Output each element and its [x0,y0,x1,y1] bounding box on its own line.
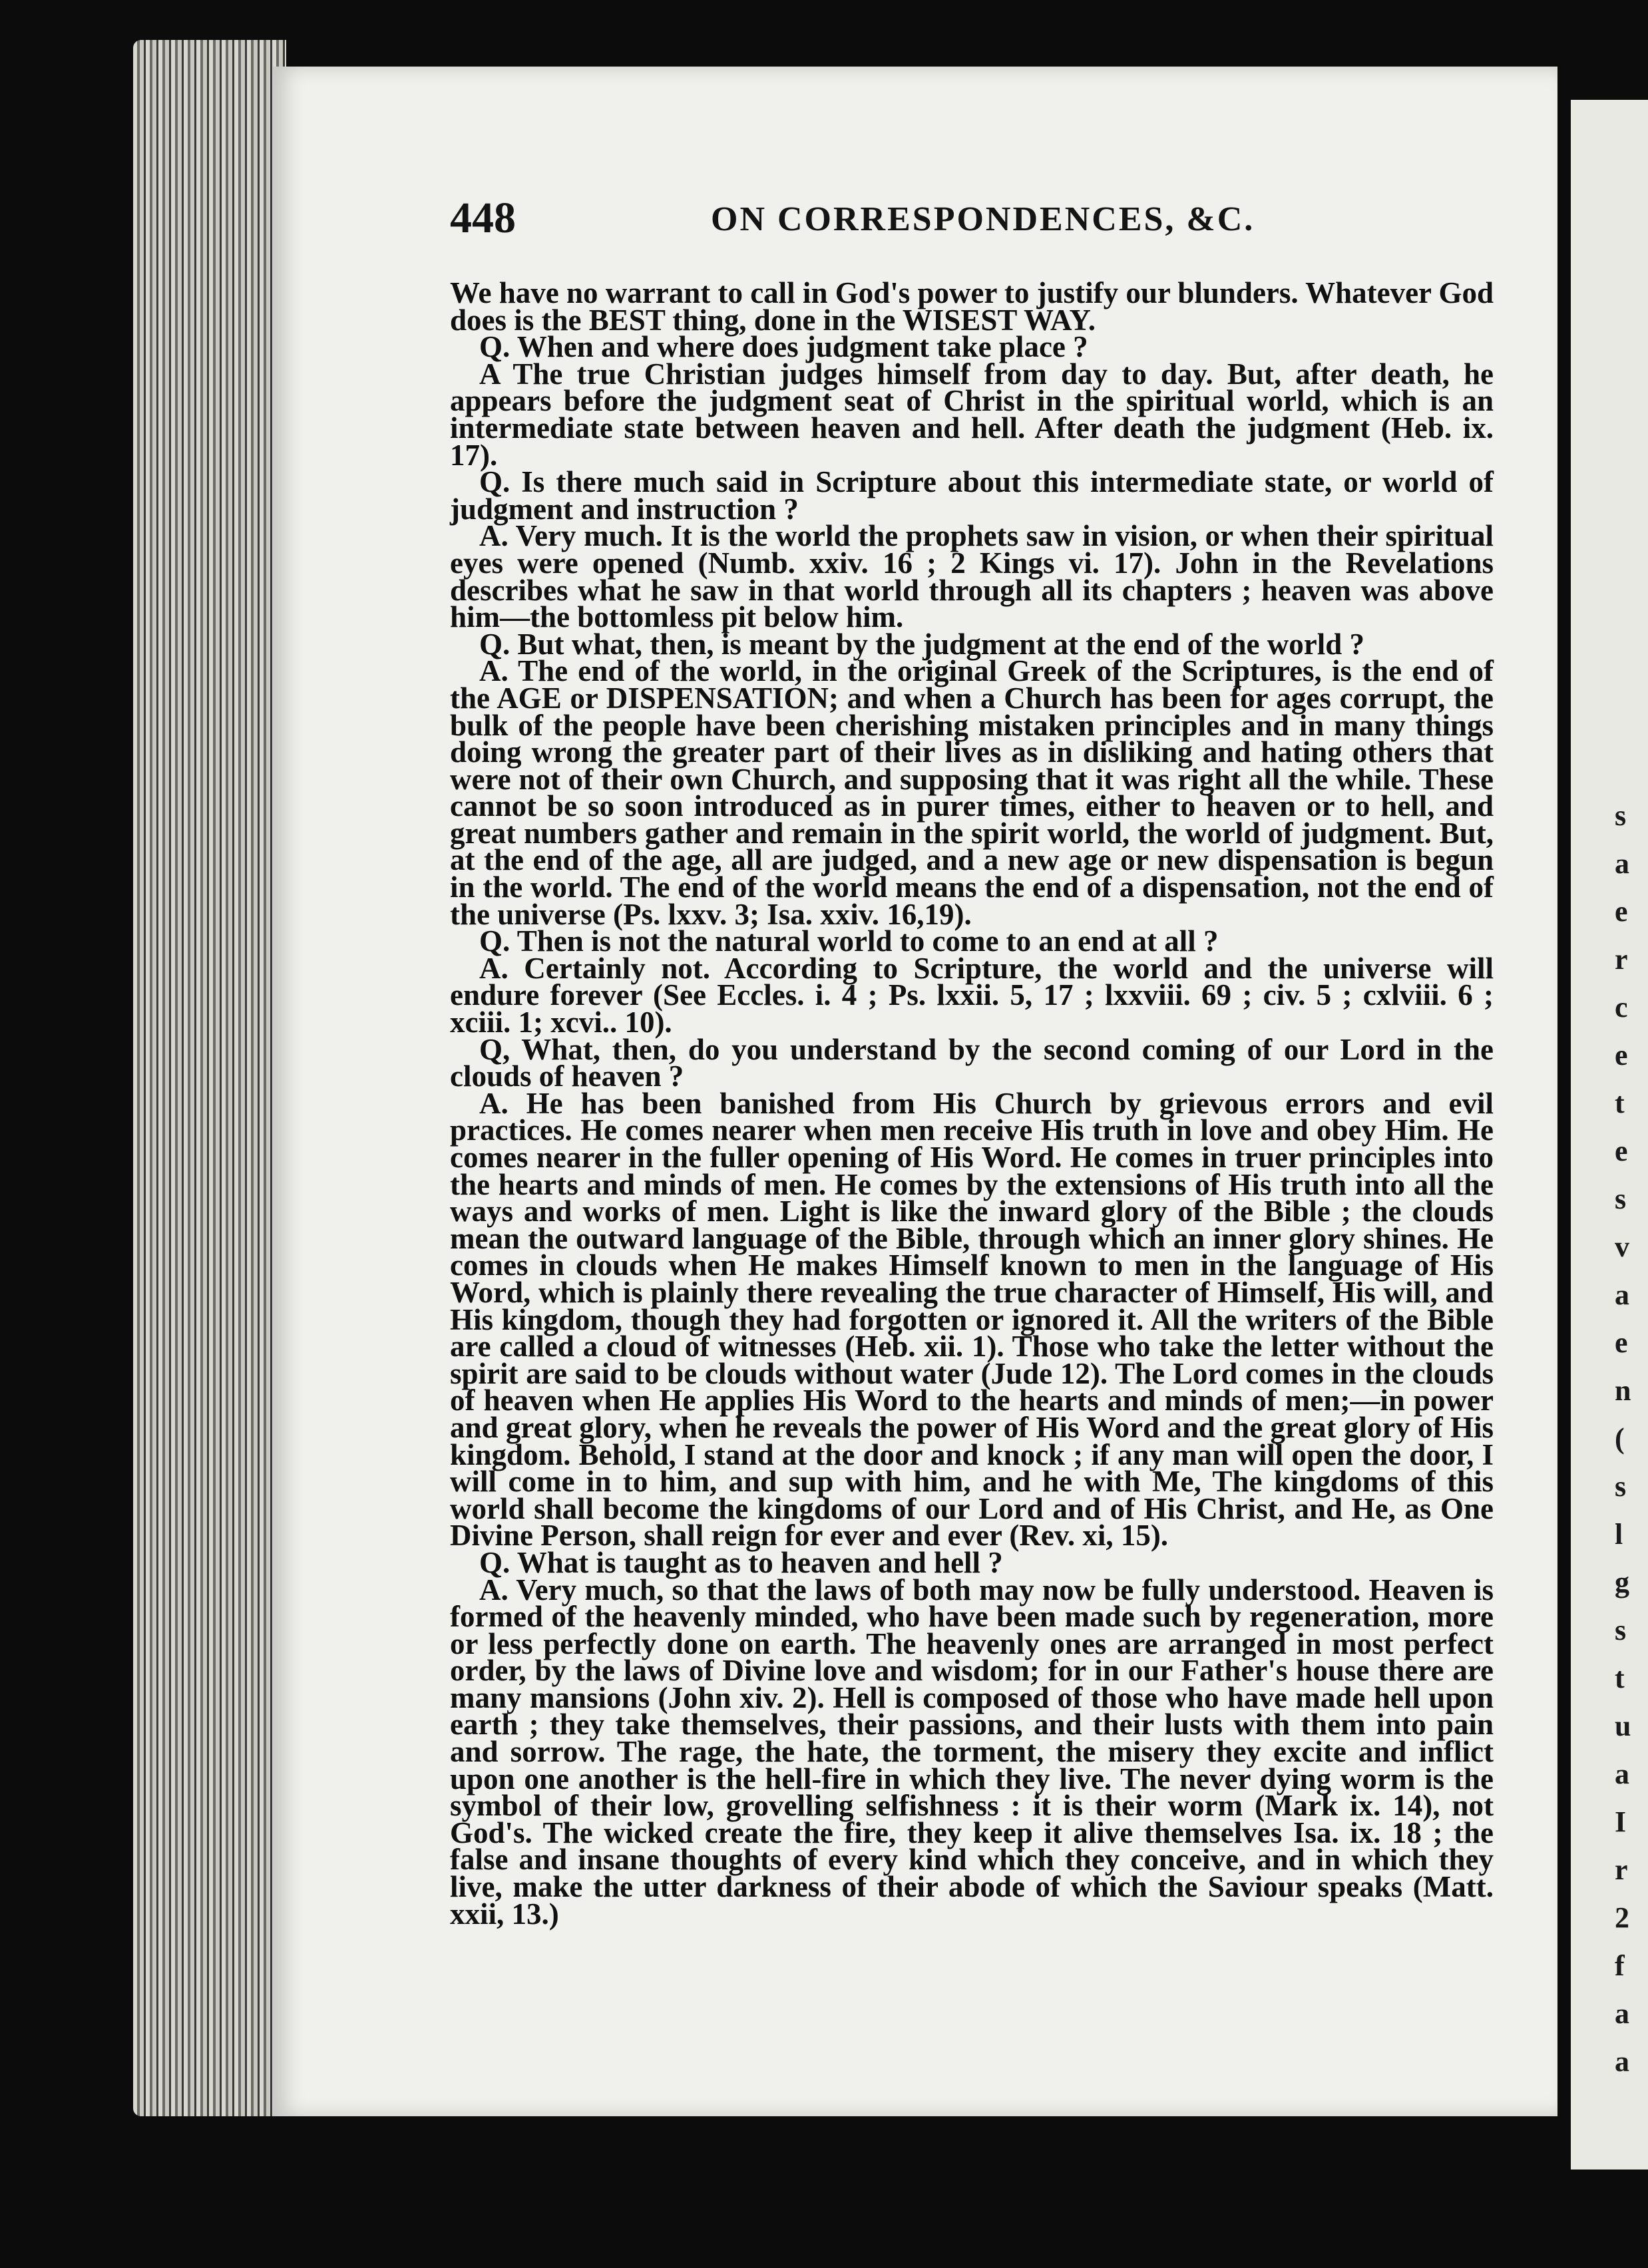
adjacent-page-glyph: s [1615,1614,1627,1646]
answer-paragraph: A. Certainly not. According to Scripture, the world and the universe will endure forever (See Eccles. i. 4 ; Ps. lxxii. 5, 17 ; lxxviii. 69 ; civ. 5 ; cxlviii. 6 ; xciii. 1; xcvi.. 10). [450,951,1494,1040]
adjacent-page-glyph: t [1615,1662,1625,1694]
adjacent-page-glyph: n [1615,1374,1631,1407]
adjacent-page-glyph: f [1615,1949,1625,1982]
adjacent-page-glyph: a [1615,2045,1629,2078]
text-paragraph: We have no warrant to call in God's power to justify our blunders. Whatever God does is the BEST thing, done in the WISEST WAY. [450,276,1494,337]
page-body [450,276,1494,1931]
adjacent-page-glyph: r [1615,1853,1628,1886]
adjacent-page-glyph: s [1615,1183,1627,1215]
adjacent-page-glyph: e [1615,1326,1628,1359]
answer-paragraph: A. Very much. It is the world the prophets saw in vision, or when their spiritual eyes were opened (Numb. xxiv. 16 ; 2 Kings vi. 17). John in the Revelations describes what he saw in that world through all its chapters ; heaven was above him—the bottomless pit below him. [450,519,1494,634]
adjacent-page-glyph: u [1615,1710,1631,1742]
adjacent-page-glyph: ( [1615,1422,1625,1455]
adjacent-page-glyph: e [1615,895,1628,928]
adjacent-page-glyph: l [1615,1518,1623,1551]
adjacent-page-glyph: e [1615,1039,1628,1071]
adjacent-page-glyph: s [1615,799,1627,832]
adjacent-page-glyph: a [1615,847,1629,880]
adjacent-page-edge [1571,100,1648,2170]
answer-paragraph: A. He has been banished from His Church by grievous errors and evil practices. He comes nearer when men receive His truth in love and obey Him. He comes nearer in the fuller opening of His Word. He comes in truer principles into the hearts and minds of men. He comes by the extensions of His truth into all the ways and works of men. Light is like the inward glory of the Bible ; the clouds mean the outward language of the Bible, through which an inner glory shines. He comes in clouds when He makes Himself known to men in the language of His Word, which is plainly there revealing the true character of Himself, His will, and His kingdom, though they had forgotten or ignored it. All the writers of the Bible are called a cloud of witnesses (Heb. xii. 1). Those who take the letter without the spirit are said to be clouds without water (Jude 12). The Lord comes in the clouds of heaven when He applies His Word to the hearts and minds of men;—in power and great glory, when he reveals the power of His Word and the great glory of His kingdom. Behold, I stand at the door and knock ; if any man will open the door, I will come in to him, and sup with him, and he with Me, The kingdoms of this world shall become the kingdoms of our Lord and of His Christ, and He, as One Divine Person, shall reign for ever and ever (Rev. xi, 15). [450,1086,1494,1553]
page-number: 448 [450,194,516,242]
answer-paragraph: A The true Christian judges himself from day to day. But, after death, he appears before the judgment seat of Christ in the spiritual world, which is an intermediate state between heaven and hell. After death the judgment (Heb. ix. 17). [450,357,1494,472]
adjacent-page-glyph: r [1615,943,1628,976]
book-page-edges [133,40,286,2116]
adjacent-page-glyph: I [1615,1805,1627,1838]
page-header [450,193,1515,246]
adjacent-page-glyph: g [1615,1566,1629,1599]
adjacent-page-glyph: s [1615,1470,1627,1503]
question-paragraph: Q. Is there much said in Scripture about this intermediate state, or world of judgment and instruction ? [450,465,1494,526]
adjacent-page-glyph: 2 [1615,1901,1629,1934]
adjacent-page-glyph: e [1615,1135,1628,1167]
adjacent-page-glyph: a [1615,1997,1629,2030]
adjacent-page-glyph: v [1615,1230,1629,1263]
question-paragraph: Q. Then is not the natural world to come to an end at all ? [479,924,1219,958]
adjacent-page-glyph: a [1615,1278,1629,1311]
question-paragraph: Q, What, then, do you understand by the second coming of our Lord in the clouds of heaven ? [450,1032,1494,1093]
question-paragraph: Q. When and where does judgment take place ? [479,330,1088,364]
question-paragraph: Q. What is taught as to heaven and hell ? [479,1545,1003,1579]
question-paragraph: Q. But what, then, is meant by the judgment at the end of the world ? [479,627,1365,661]
adjacent-page-glyph: c [1615,991,1628,1024]
adjacent-page-glyph: t [1615,1087,1625,1119]
adjacent-page-glyph: a [1615,1758,1629,1790]
answer-paragraph: A. Very much, so that the laws of both may now be fully understood. Heaven is formed of the heavenly minded, who have been made such by regeneration, more or less perfectly done on earth. The heavenly ones are arranged in most perfect order, by the laws of Divine love and wisdom; for in our Father's house there are many mansions (John xiv. 2). Hell is composed of those who have made hell upon earth ; they take themselves, their passions, and their lusts with them into pain and sorrow. The rage, the hate, the torment, the misery they excite and inflict upon one another is the hell-fire in which they live. The never dying worm is the symbol of their low, grovelling selfishness : it is their worm (Mark ix. 14), not God's. The wicked create the fire, they keep it alive themselves Isa. ix. 18 ; the false and insane thoughts of every kind which they conceive, and in which they live, make the utter darkness of their abode of which the Saviour speaks (Matt. xxii, 13.) [450,1573,1494,1931]
running-head: ON CORRESPONDENCES, &C. [711,200,1255,238]
answer-paragraph: A. The end of the world, in the original Greek of the Scriptures, is the end of the AGE or DISPENSATION; and when a Church has been for ages corrupt, the bulk of the people have been cherishing mistaken principles and in many things doing wrong the greater part of their lives as in disliking and hating others that were not of their own Church, and supposing that it was right all the while. These cannot be so soon introduced as in purer times, either to heaven or to hell, and great numbers gather and remain in the spirit world, the world of judgment. But, at the end of the age, all are judged, and a new age or new dispensation is begun in the world. The end of the world means the end of a dispensation, not the end of the universe (Ps. lxxv. 3; Isa. xxiv. 16,19). [450,654,1494,931]
